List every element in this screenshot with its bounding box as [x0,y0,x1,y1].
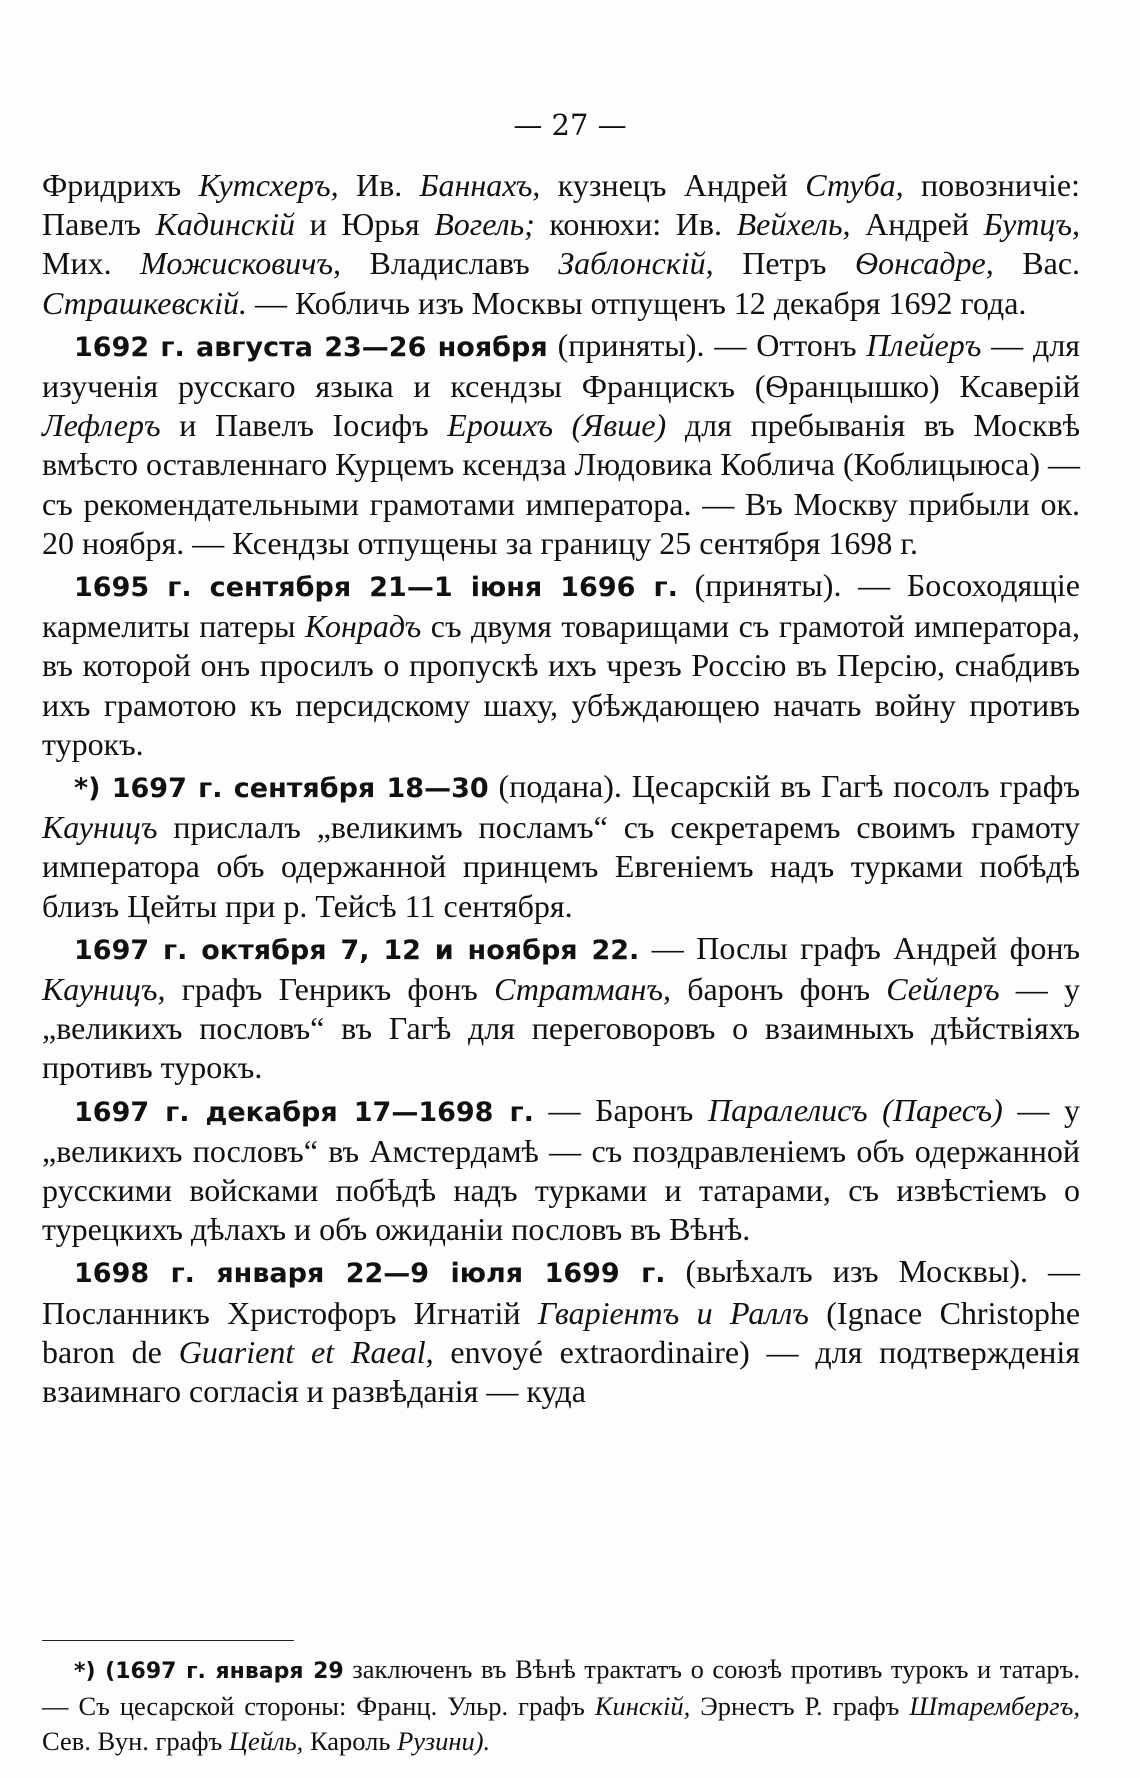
text-run: повозничіе: Павелъ [42,167,1081,243]
paragraph [42,929,1080,1088]
text-run: прислалъ „великимъ посламъ“ съ секретаремъ своимъ грамоту императора объ одержанной принцемъ Евгеніемъ надъ турками побѣдѣ близъ Цейты при р. Тейсѣ 11 сентября. [42,809,1080,924]
text-run: Владиславъ [341,245,559,282]
paragraph [42,166,1080,323]
bold-date-heading: *) 1697 г. сентября 18—30 [74,773,489,805]
paragraph [42,326,1080,563]
italic-name: Вейхель, [736,206,851,243]
text-run: Ив. [338,167,420,203]
text-run: графъ Генрикъ фонъ [165,971,495,1008]
text-run: кузнецъ Андрей [540,167,806,203]
text-run: и Павелъ Іосифъ [160,407,448,444]
italic-name: Страшкевскій. [42,284,247,321]
italic-name: Можисковичъ, [140,245,342,282]
paragraph [42,566,1080,764]
text-run: конюхи: Ив. [534,206,737,243]
italic-name: Guarient et Raeal, [178,1333,434,1370]
italic-name: Кутсхеръ, [198,167,339,203]
bold-date-heading: 1698 г. января 22—9 іюля 1699 г. [74,1258,666,1290]
text-run: — у „великихъ пословъ“ въ Гагѣ для переговоровъ о взаимныхъ дѣйствіяхъ противъ турокъ. [42,971,1081,1086]
text-run: envoyé extraordinaire) — для подтвержденія взаимнаго согласія и развѣданія — куда [42,1333,1081,1410]
text-run: — Кобличь изъ Москвы отпущенъ 12 декабря 1692 года. [246,284,1027,321]
text-run: (Ignace Christophe baron de [42,1294,1081,1370]
italic-name: Гваріентъ и Раллъ [537,1294,809,1331]
text-run: Андрей [850,206,984,243]
italic-name: Бутцъ, [983,206,1081,243]
text-run: — Послы графъ Андрей фонъ [639,929,1081,966]
italic-name: Цейль, [228,1726,304,1756]
bold-date-heading: 1697 г. декабря 17—1698 г. [74,1096,534,1128]
italic-name: Ѳонсадре, [854,245,994,282]
italic-name: Ерошхъ (Явше) [447,407,667,444]
paragraph [42,767,1080,926]
footnote [42,1652,1080,1759]
text-run: (выѣхалъ изъ Москвы). — Посланникъ Христофоръ Игнатій [42,1253,1080,1331]
text-run: Эрнестъ Р. графъ [690,1691,910,1721]
text-run: — у „великихъ пословъ“ въ Амстердамѣ — съ поздравленіемъ объ одержанной русскими войсками побѣдѣ надъ турками и татарами, съ извѣстіемъ о турецкихъ дѣлахъ и объ ожиданіи пословъ въ Вѣнѣ. [42,1091,1081,1248]
text-run: и Юрья [294,206,435,243]
text-run: Мих. [42,245,141,282]
main-text [42,166,1080,1411]
bold-date-heading: 1695 г. сентября 21—1 іюня 1696 г. [74,572,678,604]
paragraph [42,1091,1080,1250]
text-run: Фридрихъ [42,167,199,203]
italic-name: Паралелисъ (Паресъ) [707,1091,1003,1128]
paragraph [42,1252,1080,1411]
text-run: Кароль [303,1726,398,1756]
text-run: заключенъ въ Вѣнѣ трактатъ о союзѣ противъ турокъ и татаръ. — Съ цесарской стороны: Франц. Ульр. графъ [42,1654,1080,1721]
italic-name: Кауницъ [42,809,158,846]
footnote-text [42,1652,1080,1759]
italic-name: Кауницъ, [42,971,166,1008]
text-run: для пребыванія въ Москвѣ вмѣсто оставленнаго Курцемъ ксендза Людовика Коблича (Коблицыюса) — съ рекомендательными грамотами императора. — Въ Москву прибыли ок. 20 ноября. — Ксендзы отпущены за границу 25 сентября 1698 г. [42,407,1081,561]
italic-name: Вогель; [434,206,535,243]
italic-name: Заблонскій, [558,245,714,282]
bold-date-heading: *) (1697 г. января 29 [74,1659,344,1684]
italic-name: Сейлеръ [886,971,1000,1008]
italic-name: Баннахъ, [419,167,541,203]
text-run: — для изученія русскаго языка и ксендзы Францискъ (Ѳранцышко) Ксаверій [42,326,1081,405]
text-run: — Баронъ [533,1091,708,1128]
text-run: (приняты). — Босоходящіе кармелиты патеры [42,567,1080,645]
italic-name: Рузини). [397,1726,491,1756]
italic-name: Плейеръ [866,326,982,363]
italic-name: Стуба, [805,167,904,203]
text-run: Вас. [993,245,1081,282]
italic-name: Кадинскій [155,206,295,243]
text-run: Сев. Вун. графъ [42,1726,229,1756]
bold-date-heading: 1692 г. августа 23—26 ноября [74,331,548,363]
text-run: Петръ [713,245,855,282]
text-run: съ двумя товарищами съ грамотой императора, въ которой онъ просилъ о пропускѣ ихъ чрезъ Россію въ Персію, снабдивъ ихъ грамотою къ персидскому шаху, убѣждающею начать войну противъ турокъ. [42,608,1081,762]
text-run: (приняты). — Оттонъ [547,326,867,363]
italic-name: Штарембергъ, [909,1691,1081,1721]
italic-name: Стратманъ, [494,971,671,1008]
bold-date-heading: 1697 г. октября 7, 12 и ноября 22. [74,934,640,966]
text-run: (подана). Цесарскій въ Гагѣ посолъ графъ [488,768,1080,805]
italic-name: Лефлеръ [42,407,161,444]
text-run: баронъ фонъ [670,971,887,1008]
page-number: — 27 — [513,108,627,142]
italic-name: Конрадъ [304,608,422,645]
footnote-divider [42,1640,294,1641]
italic-name: Кинскій, [594,1691,691,1721]
